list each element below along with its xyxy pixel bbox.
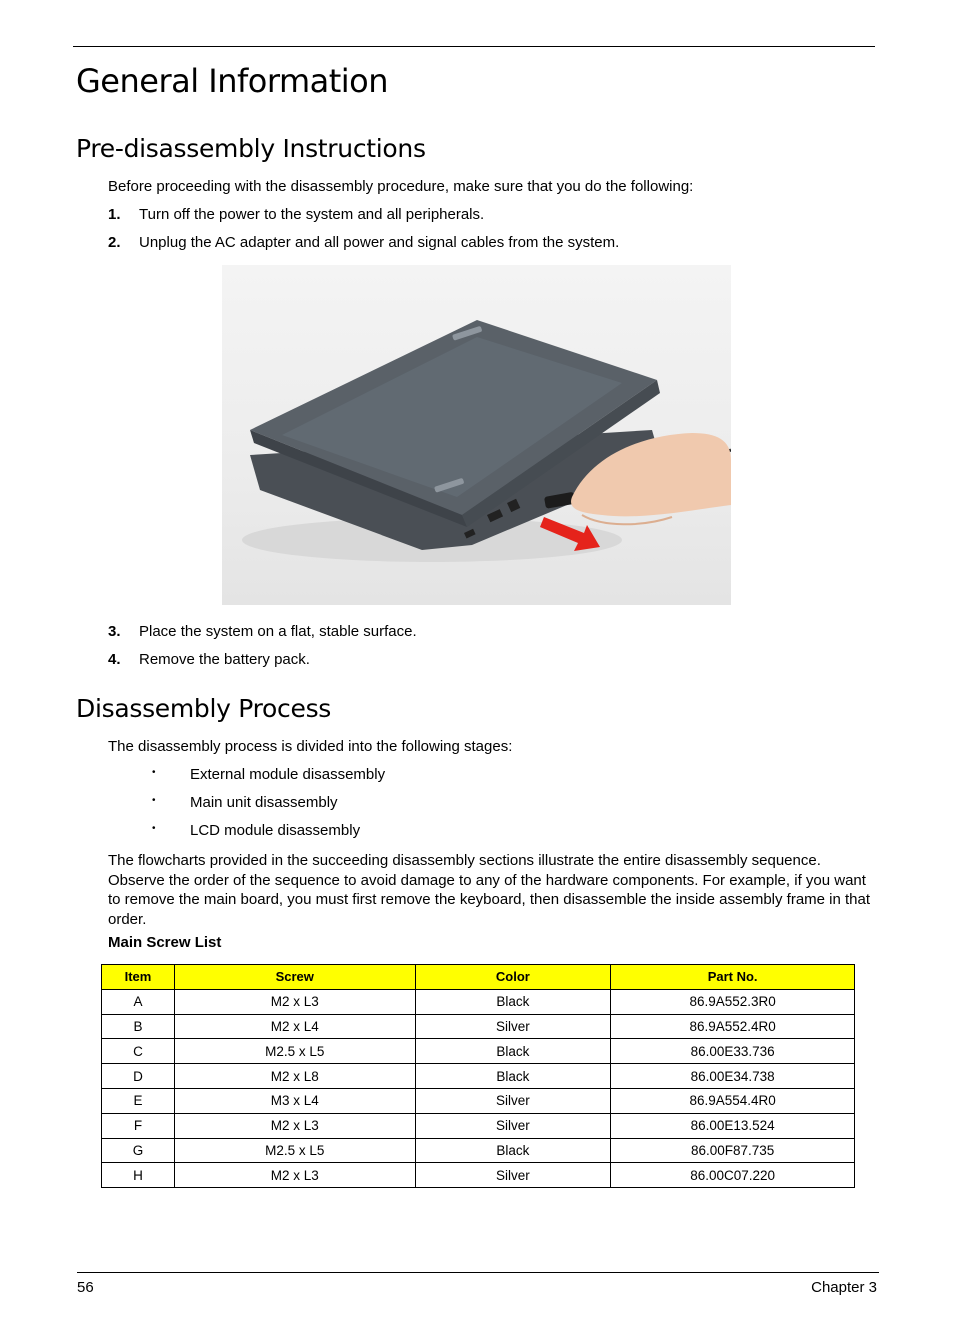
table-row [102, 1039, 855, 1064]
table-cell: Black [415, 1039, 611, 1064]
screw-list-title: Main Screw List [108, 934, 222, 951]
screw-list-table [101, 964, 855, 1188]
section-heading-disassembly-process: Disassembly Process [76, 694, 332, 723]
table-cell: Silver [415, 1088, 611, 1113]
step-number: 4. [108, 651, 121, 668]
table-header-row [102, 965, 855, 990]
table-cell: M2 x L3 [174, 1113, 415, 1138]
table-cell: G [102, 1138, 175, 1163]
table-cell: A [102, 989, 175, 1014]
bullet-icon: • [152, 795, 156, 806]
top-rule [73, 46, 875, 47]
table-cell: 86.00F87.735 [611, 1138, 855, 1163]
table-cell: Black [415, 1138, 611, 1163]
table-cell: D [102, 1064, 175, 1089]
stage-text: External module disassembly [190, 766, 386, 783]
page-number: 56 [77, 1279, 94, 1296]
step-text: Turn off the power to the system and all peripherals. [139, 206, 485, 223]
table-cell: M2 x L3 [174, 1163, 415, 1188]
table-row [102, 1113, 855, 1138]
table-row [102, 1138, 855, 1163]
table-cell: M3 x L4 [174, 1088, 415, 1113]
table-row [102, 989, 855, 1014]
process-intro-text: The disassembly process is divided into the following stages: [108, 738, 513, 755]
step-text: Remove the battery pack. [139, 651, 310, 668]
column-header: Color [415, 965, 611, 990]
pre-intro-text: Before proceeding with the disassembly procedure, make sure that you do the following: [108, 178, 694, 195]
column-header: Part No. [611, 965, 855, 990]
laptop-unplug-illustration [222, 265, 731, 605]
table-cell: Black [415, 1064, 611, 1089]
table-row [102, 1014, 855, 1039]
table-cell: Silver [415, 1163, 611, 1188]
table-cell: F [102, 1113, 175, 1138]
table-cell: M2 x L3 [174, 989, 415, 1014]
column-header: Screw [174, 965, 415, 990]
table-row [102, 1064, 855, 1089]
step-text: Place the system on a flat, stable surface. [139, 623, 417, 640]
process-note-text: The flowcharts provided in the succeeding disassembly sections illustrate the entire disassembly sequence. Observe the order of the sequence to avoid damage to any of the hardware components. For example, if you want to remove the main board, you must first remove the keyboard, then disassemble the inside assembly frame in that order. [108, 852, 871, 928]
table-cell: 86.00C07.220 [611, 1163, 855, 1188]
laptop-unplug-photo [222, 265, 731, 605]
bottom-rule [77, 1272, 879, 1273]
step-text: Unplug the AC adapter and all power and signal cables from the system. [139, 234, 620, 251]
page-title: General Information [76, 62, 389, 100]
chapter-label: Chapter 3 [811, 1279, 877, 1296]
step-number: 3. [108, 623, 121, 640]
table-cell: H [102, 1163, 175, 1188]
table-cell: 86.00E34.738 [611, 1064, 855, 1089]
table-cell: M2 x L8 [174, 1064, 415, 1089]
table-cell: Silver [415, 1113, 611, 1138]
table-row [102, 1163, 855, 1188]
section-heading-pre-disassembly: Pre-disassembly Instructions [76, 134, 426, 163]
table-cell: 86.9A552.4R0 [611, 1014, 855, 1039]
column-header: Item [102, 965, 175, 990]
table-cell: 86.9A552.3R0 [611, 989, 855, 1014]
step-number: 1. [108, 206, 121, 223]
table-row [102, 1088, 855, 1113]
table-cell: C [102, 1039, 175, 1064]
bullet-icon: • [152, 823, 156, 834]
table-cell: 86.00E13.524 [611, 1113, 855, 1138]
table-cell: 86.00E33.736 [611, 1039, 855, 1064]
table-cell: E [102, 1088, 175, 1113]
table-cell: Silver [415, 1014, 611, 1039]
bullet-icon: • [152, 767, 156, 778]
table-cell: M2.5 x L5 [174, 1138, 415, 1163]
table-cell: M2.5 x L5 [174, 1039, 415, 1064]
table-cell: 86.9A554.4R0 [611, 1088, 855, 1113]
table-cell: B [102, 1014, 175, 1039]
stage-text: LCD module disassembly [190, 822, 361, 839]
step-number: 2. [108, 234, 121, 251]
stage-text: Main unit disassembly [190, 794, 338, 811]
table-cell: Black [415, 989, 611, 1014]
table-cell: M2 x L4 [174, 1014, 415, 1039]
